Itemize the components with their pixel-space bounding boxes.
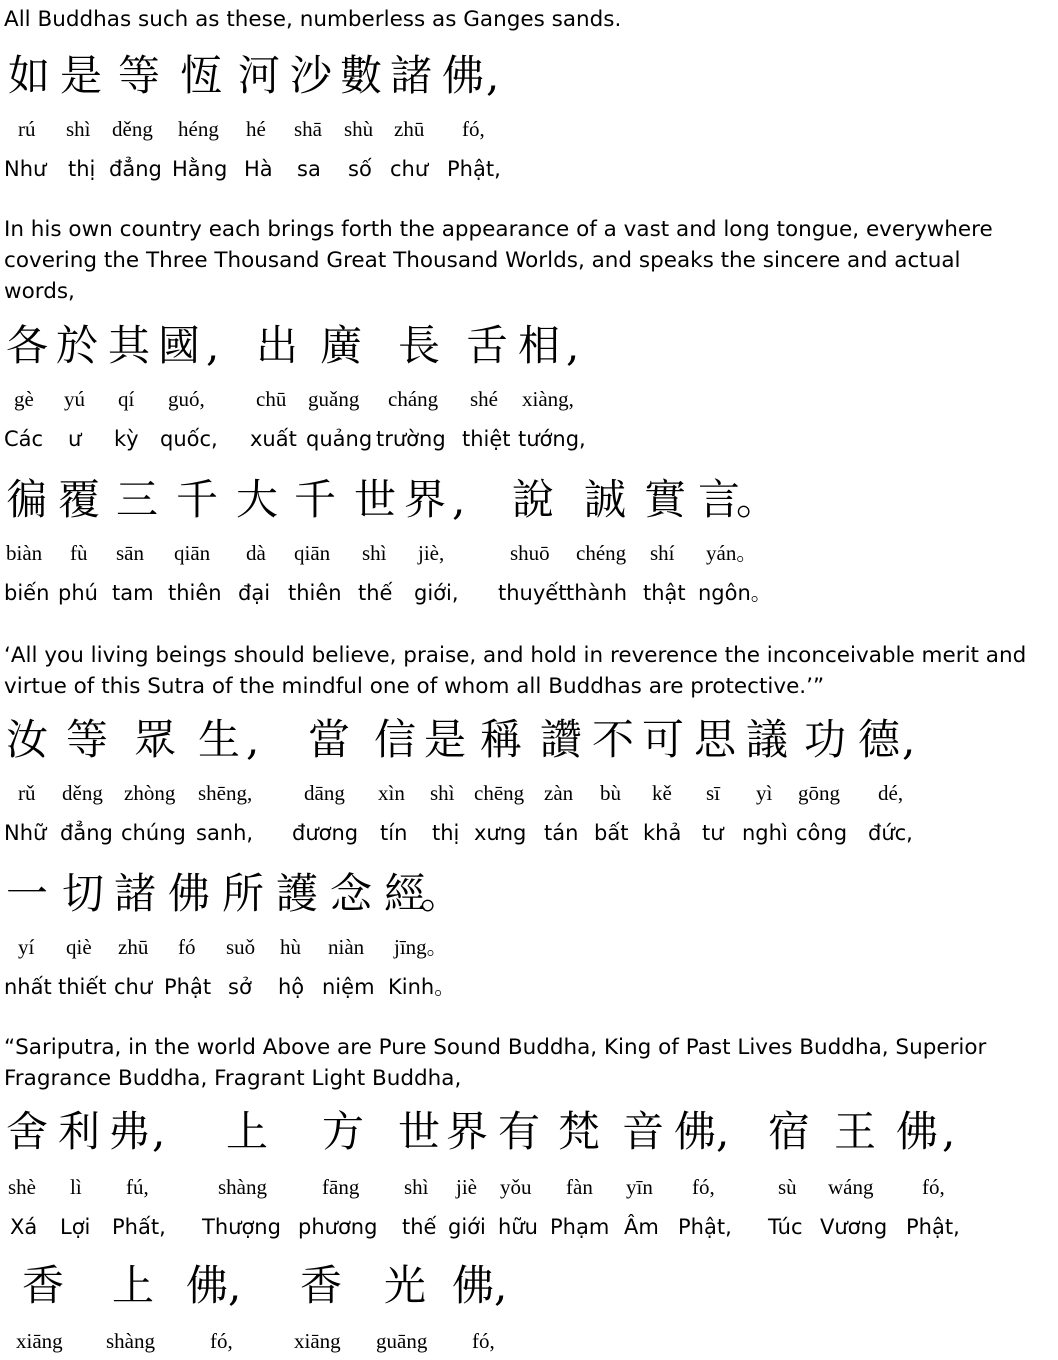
pinyin: cháng [388, 387, 439, 411]
hanzi: , [228, 1261, 242, 1310]
vietnamese-line-3 [0, 578, 1058, 608]
hanzi: 佛 [186, 1261, 229, 1310]
hanzi: 世 [354, 475, 397, 524]
hanzi: 經 [384, 869, 427, 918]
hanzi: 弗 [108, 1107, 151, 1156]
pinyin: fó, [472, 1329, 495, 1353]
vietnamese: Kinh。 [388, 975, 456, 999]
pinyin: shì [404, 1175, 429, 1199]
hanzi: 大 [236, 475, 279, 524]
hanzi: 眾 [134, 715, 177, 764]
pinyin: yán。 [706, 541, 758, 565]
hanzi: 思 [694, 715, 737, 764]
vietnamese: sanh, [196, 821, 254, 845]
hanzi: 汝 [6, 715, 49, 764]
hanzi: 等 [66, 715, 109, 764]
pinyin-line-6 [0, 1172, 1058, 1202]
vietnamese: giới [448, 1215, 486, 1239]
vietnamese: Âm [624, 1215, 659, 1239]
hanzi: 佛 [896, 1107, 939, 1156]
hanzi: 諸 [390, 51, 433, 100]
pinyin: shuō [510, 541, 550, 565]
pinyin: biàn [6, 541, 43, 565]
hanzi: 音 [622, 1107, 665, 1156]
chinese-line-3 [0, 476, 1058, 524]
hanzi: , [716, 1107, 730, 1156]
vietnamese: giới, [414, 581, 459, 605]
pinyin: yí [18, 935, 35, 959]
pinyin: sī [706, 781, 721, 805]
hanzi: 梵 [558, 1107, 601, 1156]
vietnamese: khả [643, 821, 682, 845]
hanzi: 覆 [58, 475, 101, 524]
vietnamese: quốc, [160, 427, 218, 451]
hanzi: 光 [384, 1261, 427, 1310]
vietnamese: chư [390, 157, 429, 181]
pinyin: děng [62, 781, 103, 805]
hanzi: 佛 [442, 51, 485, 100]
vietnamese: Hà [244, 157, 273, 181]
vietnamese: Phật, [447, 157, 501, 181]
hanzi: 是 [424, 715, 467, 764]
pinyin: fó [178, 935, 196, 959]
pinyin: jiè [456, 1175, 477, 1199]
pinyin: yīn [626, 1175, 653, 1199]
chinese-line-7 [0, 1262, 1058, 1310]
vietnamese: nghì [742, 821, 788, 845]
vietnamese: Phạm [550, 1215, 610, 1239]
pinyin: fó, [210, 1329, 233, 1353]
pinyin-line-4 [0, 778, 1058, 808]
pinyin: shēng, [198, 781, 253, 805]
vietnamese: xưng [474, 821, 527, 845]
pinyin: wáng [828, 1175, 874, 1199]
hanzi: 千 [294, 475, 337, 524]
hanzi: 其 [108, 321, 151, 370]
pinyin: shì [66, 117, 91, 141]
vietnamese-line-4 [0, 818, 1058, 848]
pinyin: sān [116, 541, 144, 565]
hanzi: 三 [116, 475, 159, 524]
pinyin: shí [650, 541, 675, 565]
chinese-line-5 [0, 870, 1058, 918]
hanzi: 等 [118, 51, 161, 100]
pinyin: guǎng [308, 387, 360, 411]
hanzi: 佛 [168, 869, 211, 918]
vietnamese: phú [58, 581, 98, 605]
hanzi: 恆 [180, 51, 223, 100]
pinyin: shì [430, 781, 455, 805]
pinyin: hé [246, 117, 266, 141]
pinyin-line-7 [0, 1326, 1058, 1356]
vietnamese: niệm [322, 975, 375, 999]
hanzi: , [494, 1261, 508, 1310]
pinyin: sù [778, 1175, 797, 1199]
hanzi: 於 [56, 321, 99, 370]
pinyin: jīng。 [394, 935, 448, 959]
vietnamese: Phật, [906, 1215, 960, 1239]
pinyin: děng [112, 117, 153, 141]
pinyin: fó, [462, 117, 485, 141]
hanzi: , [246, 715, 260, 764]
vietnamese: đức, [868, 821, 913, 845]
vietnamese: thiệt [462, 427, 511, 451]
hanzi: 國 [158, 321, 201, 370]
vietnamese: Vương [820, 1215, 888, 1239]
hanzi: , [152, 1107, 166, 1156]
pinyin: xiāng [294, 1329, 341, 1353]
pinyin: shè [8, 1175, 36, 1199]
vietnamese: Nhữ [4, 821, 47, 845]
vietnamese: Phất, [112, 1215, 166, 1239]
hanzi: 相 [518, 321, 561, 370]
hanzi: 舍 [6, 1107, 49, 1156]
pinyin: zàn [544, 781, 574, 805]
vietnamese: xuất [250, 427, 297, 451]
vietnamese: thành [566, 581, 628, 605]
pinyin: shé [470, 387, 498, 411]
vietnamese: thị [68, 157, 96, 181]
hanzi: 實 [644, 475, 687, 524]
vietnamese: thật [643, 581, 686, 605]
pinyin: qiān [174, 541, 211, 565]
hanzi: , [902, 715, 916, 764]
english-line-1: All Buddhas such as these, numberless as Ganges sands. [4, 7, 622, 32]
vietnamese: kỳ [114, 427, 139, 451]
hanzi: 佛 [452, 1261, 495, 1310]
pinyin: qí [118, 387, 135, 411]
pinyin: jiè, [418, 541, 445, 565]
pinyin: héng [178, 117, 219, 141]
vietnamese-line-2 [0, 424, 1058, 454]
vietnamese: Túc [768, 1215, 803, 1239]
chinese-line-2 [0, 322, 1058, 370]
hanzi: 。 [736, 475, 779, 524]
hanzi: 香 [22, 1261, 65, 1310]
vietnamese: Thượng [202, 1215, 281, 1239]
vietnamese: hộ [278, 975, 305, 999]
hanzi: , [566, 321, 580, 370]
pinyin-line-1 [0, 114, 1058, 144]
vietnamese: đẳng [60, 821, 113, 845]
pinyin: chū [256, 387, 287, 411]
vietnamese: số [348, 157, 372, 181]
pinyin: zhū [394, 117, 425, 141]
hanzi: 所 [222, 869, 265, 918]
vietnamese: ngôn。 [698, 581, 772, 605]
vietnamese: sở [228, 975, 252, 999]
pinyin: guāng [376, 1329, 428, 1353]
pinyin: shā [294, 117, 322, 141]
hanzi: 不 [592, 715, 635, 764]
hanzi: 舌 [466, 321, 509, 370]
vietnamese: phương [298, 1215, 378, 1239]
pinyin: xiàng, [522, 387, 574, 411]
hanzi: 上 [112, 1261, 155, 1310]
vietnamese: biến [4, 581, 50, 605]
vietnamese-line-5 [0, 972, 1058, 1002]
pinyin: fó, [922, 1175, 945, 1199]
vietnamese: thiên [168, 581, 222, 605]
vietnamese: tín [380, 821, 408, 845]
hanzi: 稱 [480, 715, 523, 764]
pinyin: gè [14, 387, 34, 411]
pinyin: rǔ [18, 781, 36, 805]
hanzi: 如 [8, 51, 51, 100]
vietnamese-line-1 [0, 154, 1058, 184]
vietnamese: Xá [10, 1215, 38, 1239]
chinese-line-4 [0, 716, 1058, 764]
pinyin: yǒu [500, 1175, 532, 1199]
hanzi: 界 [446, 1107, 489, 1156]
pinyin: niàn [328, 935, 365, 959]
vietnamese: Phật [164, 975, 212, 999]
vietnamese: ư [68, 427, 82, 451]
vietnamese: đại [238, 581, 271, 605]
hanzi: , [206, 321, 220, 370]
hanzi: 是 [60, 51, 103, 100]
pinyin-line-2 [0, 384, 1058, 414]
vietnamese: bất [594, 821, 629, 845]
pinyin: lì [70, 1175, 82, 1199]
vietnamese: chư [114, 975, 153, 999]
pinyin: guó, [168, 387, 205, 411]
pinyin: suǒ [226, 935, 256, 959]
pinyin: fú, [126, 1175, 149, 1199]
pinyin: hù [280, 935, 301, 959]
pinyin: kě [652, 781, 672, 805]
pinyin: shù [344, 117, 374, 141]
vietnamese: tướng, [518, 427, 586, 451]
hanzi: 沙 [290, 51, 333, 100]
hanzi: 長 [398, 321, 441, 370]
hanzi: 諸 [114, 869, 157, 918]
hanzi: 佛 [674, 1107, 717, 1156]
pinyin: xìn [378, 781, 405, 805]
hanzi: 。 [420, 869, 463, 918]
vietnamese: tán [544, 821, 579, 845]
hanzi: 功 [804, 715, 847, 764]
vietnamese: thiên [288, 581, 342, 605]
pinyin: yì [756, 781, 773, 805]
pinyin: xiāng [16, 1329, 63, 1353]
vietnamese: thị [432, 821, 460, 845]
hanzi: 可 [642, 715, 685, 764]
pinyin: qiān [294, 541, 331, 565]
hanzi: 香 [300, 1261, 343, 1310]
hanzi: 界 [404, 475, 447, 524]
hanzi: 利 [58, 1107, 101, 1156]
hanzi: 河 [238, 51, 281, 100]
hanzi: 德 [858, 715, 901, 764]
pinyin: rú [18, 117, 36, 141]
hanzi: , [486, 51, 500, 100]
pinyin: dà [246, 541, 266, 565]
english-line-4: “Sariputra, in the world Above are Pure Sound Buddha, King of Past Lives Buddha, Superior Fragrance Buddha, Fragrant Light Buddha, [4, 1035, 987, 1091]
pinyin: chéng [576, 541, 627, 565]
hanzi: 有 [498, 1107, 541, 1156]
pinyin: fāng [322, 1175, 360, 1199]
vietnamese: Các [4, 427, 44, 451]
pinyin: chēng [474, 781, 525, 805]
pinyin: shì [362, 541, 387, 565]
hanzi: 信 [374, 715, 417, 764]
hanzi: 王 [834, 1107, 877, 1156]
vietnamese: hữu [498, 1215, 538, 1239]
hanzi: 廣 [320, 321, 363, 370]
vietnamese: thiết [58, 975, 107, 999]
vietnamese: đẳng [109, 157, 162, 181]
hanzi: 上 [226, 1107, 269, 1156]
hanzi: 當 [308, 715, 351, 764]
english-line-3: ‘All you living beings should believe, praise, and hold in reverence the inconceivable merit and virtue of this Sutra of the mindful one of whom all Buddhas are protective.’” [4, 643, 1027, 699]
vietnamese: sa [297, 157, 321, 181]
hanzi: 千 [176, 475, 219, 524]
hanzi: , [452, 475, 466, 524]
hanzi: 各 [6, 321, 49, 370]
pinyin: gōng [798, 781, 840, 805]
hanzi: 宿 [768, 1107, 811, 1156]
pinyin: shàng [218, 1175, 267, 1199]
vietnamese: thuyết [498, 581, 567, 605]
hanzi: 說 [512, 475, 555, 524]
pinyin: yú [64, 387, 85, 411]
hanzi: 生 [198, 715, 241, 764]
pinyin: bù [600, 781, 621, 805]
vietnamese: Như [4, 157, 47, 181]
pinyin: zhòng [124, 781, 176, 805]
vietnamese: Lợi [60, 1215, 91, 1239]
pinyin: qiè [66, 935, 92, 959]
pinyin: dé, [878, 781, 904, 805]
hanzi: 世 [398, 1107, 441, 1156]
hanzi: 讚 [540, 715, 583, 764]
vietnamese: công [796, 821, 848, 845]
pinyin-line-5 [0, 932, 1058, 962]
english-line-2: In his own country each brings forth the appearance of a vast and long tongue, everywhere covering the Three Thousand Great Thousand Worlds, and speaks the sincere and actual words, [4, 217, 993, 304]
hanzi: 護 [276, 869, 319, 918]
pinyin: zhū [118, 935, 149, 959]
vietnamese: chúng [121, 821, 186, 845]
vietnamese: thế [358, 581, 393, 605]
vietnamese: tư [702, 821, 724, 845]
vietnamese: tam [112, 581, 154, 605]
hanzi: 徧 [6, 475, 49, 524]
hanzi: 一 [6, 869, 49, 918]
hanzi: 切 [62, 869, 105, 918]
vietnamese: Hằng [172, 157, 228, 181]
hanzi: 言 [698, 475, 741, 524]
pinyin-line-3 [0, 538, 1058, 568]
vietnamese: quảng [306, 427, 373, 451]
pinyin: dāng [304, 781, 345, 805]
hanzi: 念 [330, 869, 373, 918]
hanzi: 出 [256, 321, 299, 370]
hanzi: 方 [322, 1107, 365, 1156]
vietnamese: nhất [4, 975, 52, 999]
pinyin: fàn [566, 1175, 593, 1199]
vietnamese: Phật, [678, 1215, 732, 1239]
pinyin: shàng [106, 1329, 155, 1353]
vietnamese-line-6 [0, 1212, 1058, 1242]
pinyin: fù [70, 541, 88, 565]
vietnamese: đương [292, 821, 359, 845]
vietnamese: trường [376, 427, 446, 451]
hanzi: 議 [746, 715, 789, 764]
chinese-line-1 [0, 52, 1058, 100]
pinyin: fó, [692, 1175, 715, 1199]
hanzi: 數 [340, 51, 383, 100]
chinese-line-6 [0, 1108, 1058, 1156]
hanzi: 誠 [584, 475, 627, 524]
vietnamese: thế [402, 1215, 437, 1239]
hanzi: , [942, 1107, 956, 1156]
